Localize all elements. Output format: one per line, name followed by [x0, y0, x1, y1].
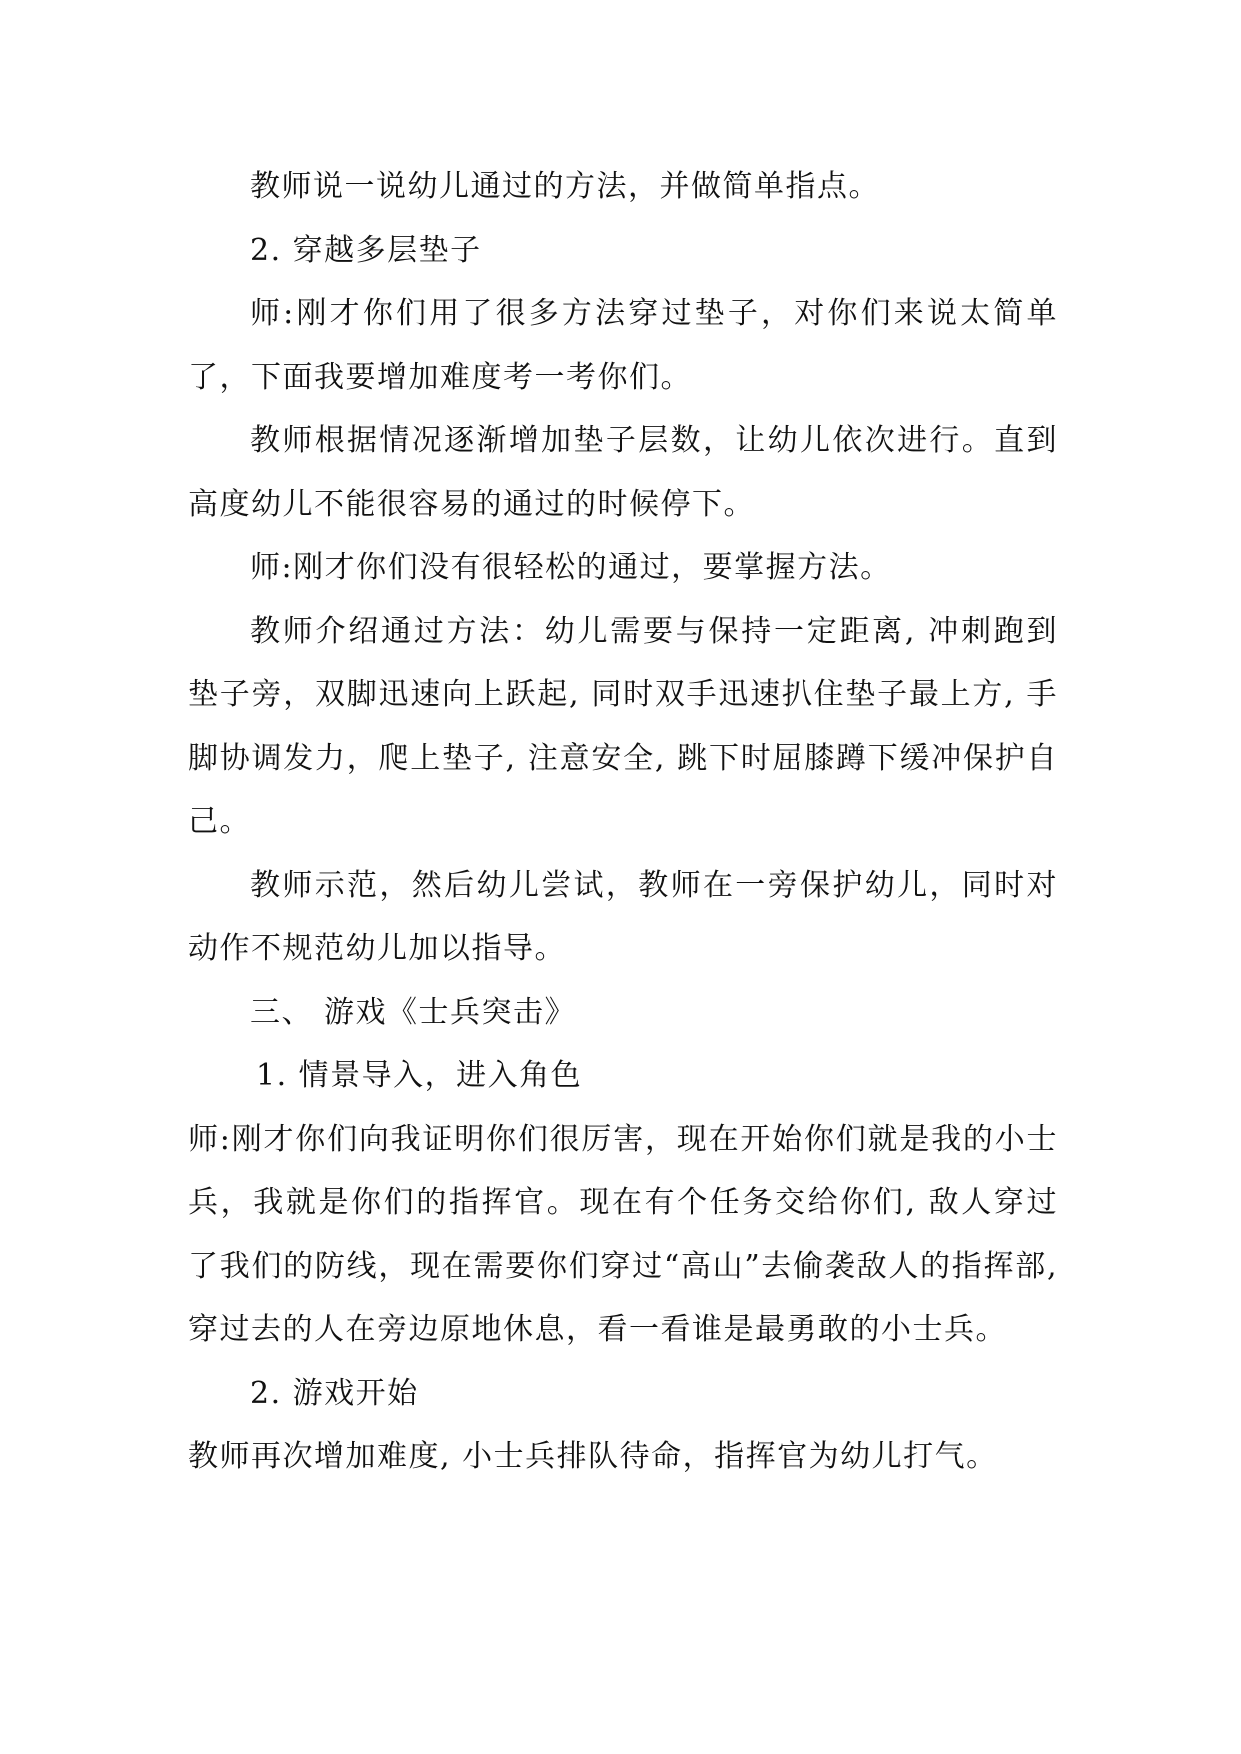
paragraph-teacher-speech-1: 师:刚才你们用了很多方法穿过垫子，对你们来说太简单了，下面我要增加难度考一考你们。	[188, 296, 1058, 395]
paragraph-demonstration: 教师示范，然后幼儿尝试，教师在一旁保护幼儿，同时对动作不规范幼儿加以指导。	[188, 867, 1058, 966]
paragraph-method: 教师介绍通过方法：幼儿需要与保持一定距离, 冲刺跑到垫子旁，双脚迅速向上跃起, 同时双手迅速扒住垫子最上方, 手脚协调发力，爬上垫子, 注意安全, 跳下时屈膝蹲下缓冲保护自己。	[188, 613, 1058, 839]
heading-scenario: 1. 情景导入，进入角色	[256, 1058, 583, 1093]
heading-game-start: 2. 游戏开始	[250, 1375, 419, 1411]
document-body	[188, 155, 1058, 1489]
paragraph-final: 教师再次增加难度, 小士兵排队待命，指挥官为幼儿打气。	[188, 1439, 998, 1474]
paragraph-increase-layers: 教师根据情况逐渐增加垫子层数，让幼儿依次进行。直到高度幼儿不能很容易的通过的时候停下。	[188, 423, 1058, 522]
heading-cross-mats: 2. 穿越多层垫子	[250, 232, 482, 268]
paragraph-teacher-explains: 教师说一说幼儿通过的方法，并做简单指点。	[250, 169, 880, 204]
heading-game: 三、 游戏《士兵突击》	[250, 994, 577, 1030]
paragraph-teacher-speech-2: 师:刚才你们没有很轻松的通过，要掌握方法。	[250, 550, 892, 585]
paragraph-teacher-speech-3: 师:刚才你们向我证明你们很厉害，现在开始你们就是我的小士兵，我就是你们的指挥官。现在有个任务交给你们, 敌人穿过了我们的防线，现在需要你们穿过“高山”去偷袭敌人的指挥部, 穿过去的人在旁边原地休息，看一看谁是最勇敢的小士兵。	[188, 1121, 1058, 1347]
